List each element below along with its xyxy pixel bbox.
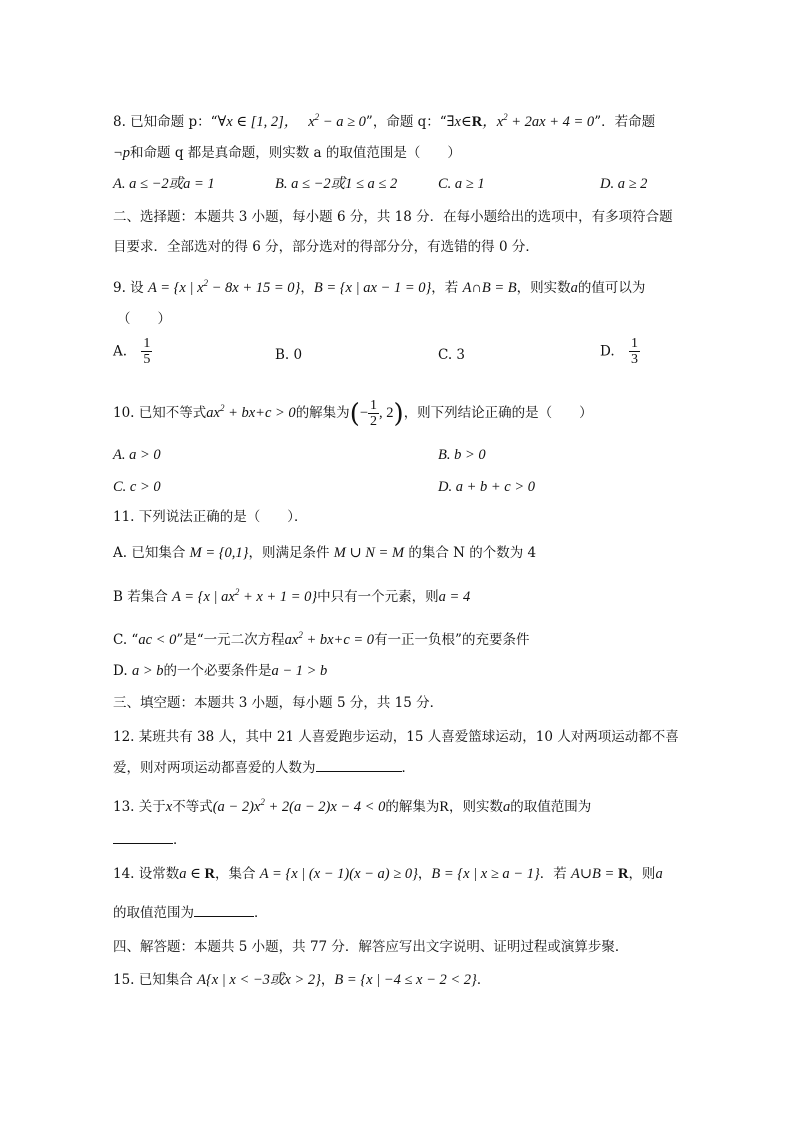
q8-stem-end: ”．若命题 [594, 114, 656, 130]
q11-option-c: C. “ac < 0”是“一元二次方程$ax^2 + bx+c = 0$有一正一负根”的充要条件 [113, 630, 530, 648]
q10-option-d: D. a + b + c > 0 [438, 479, 536, 495]
q9-option-c: C. 3 [438, 347, 466, 363]
q9-set-b: B = {x | ax − 1 = 0} [313, 280, 432, 296]
section-2-line-2: 目要求．全部选对的得 6 分，部分选对的得部分分，有选错的得 0 分． [113, 239, 539, 255]
section-4: 四、解答题：本题共 5 小题，共 77 分．解答应写出文字说明、证明过程或演算步聚． [113, 939, 629, 955]
q12-line-1: 12. 某班共有 38 人，其中 21 人喜爱跑步运动，15 人喜爱篮球运动，10 人对两项运动都不喜 [113, 729, 679, 745]
q8-option-b: B. a ≤ −2或1 ≤ a ≤ 2 [275, 176, 398, 192]
q9-paren: （ ） [117, 311, 171, 327]
q13-line-1: 13. 关于x不等式$(a - 2)x^2 + 2(a - 2)x - 4 < 0$的解集为R，则实数a的取值范围为 [113, 797, 592, 815]
q14-answer-blank[interactable] [194, 902, 254, 917]
q14-line-1: 14. 设常数a ∈ R，集合 A = {x | (x − 1)(x − a) ≥ 0}，B = {x | x ≥ a − 1}．若 A∪B = R，则a [113, 866, 663, 882]
q13-inequality: $(a - 2)x^2 + 2(a - 2)x - 4 < 0$ [212, 797, 386, 815]
q12-line-2: 爱，则对两项运动都喜爱的人数为 ． [113, 757, 415, 778]
q11-stem: 11. 下列说法正确的是（ ）． [113, 509, 308, 525]
q10-line: 10. 已知不等式$ax^2 + bx+c > 0$的解集为(− $\frac{1}{2}$ , 2)，则下列结论正确的是（ ） [113, 398, 593, 429]
q8-cond-p: ∀x ∈ [1, 2]， $x^2 - a \ge 0$ [217, 112, 366, 130]
q15-set-b: B = {x | −4 ≤ x − 2 < 2} [334, 972, 477, 988]
q11-option-d: D. a > b的一个必要条件是a − 1 > b [113, 663, 328, 679]
q13-line-2: ． [113, 829, 187, 850]
section-2-line-1: 二、选择题：本题共 3 小题，每小题 6 分，共 18 分．在每小题给出的选项中，有多项符合题 [113, 209, 673, 225]
q8-stem-text: 和命题 q 都是真命题，则实数 a 的取值范围是（ ） [130, 145, 461, 161]
q11-option-a: A. 已知集合 M = {0,1}，则满足条件 M ∪ N = M 的集合 N 的个数为 4 [113, 545, 537, 561]
q10-option-c: C. c > 0 [113, 479, 161, 495]
q8-cond-q: ∃x∈R，$x^2 + 2ax + 4 = 0$ [446, 112, 595, 130]
q10-inequality: $ax^2 + bx+c > 0$ [206, 403, 296, 421]
q12-answer-blank[interactable] [316, 757, 402, 772]
q8-stem-start: 8. 已知命题 p：“ [113, 114, 218, 130]
q8-option-c: C. a ≥ 1 [438, 176, 485, 192]
q13-answer-blank[interactable] [113, 829, 173, 844]
section-3: 三、填空题：本题共 3 小题，每小题 5 分，共 15 分． [113, 695, 444, 711]
q14-set-b: B = {x | x ≥ a − 1} [431, 866, 540, 882]
q8-option-d: D. a ≥ 2 [600, 176, 648, 192]
q9-line-1: 9. 设 A = {x | $x^2 - 8x + 15 = 0$}，B = {x | ax − 1 = 0}，若 A∩B = B，则实数a的值可以为 [113, 278, 646, 296]
q9-option-a: A. $\frac{1}{5}$ [113, 336, 151, 367]
q10-option-b: B. b > 0 [438, 447, 486, 463]
q9-option-b: B. 0 [275, 347, 303, 363]
q11-option-b: B 若集合 A = {x | $ax^2 + x + 1 = 0$}中只有一个元素，则a = 4 [113, 587, 471, 605]
q9-set-a: A = {x | $x^2 - 8x + 15 = 0$} [147, 278, 301, 296]
q10-option-a: A. a > 0 [113, 447, 161, 463]
q8-line-2 [113, 143, 461, 163]
q15-set-a: A{x | x < −3或x > 2} [197, 972, 321, 988]
q8-line-1 [113, 107, 655, 132]
q14-set-a: A = {x | (x − 1)(x − a) ≥ 0} [259, 866, 418, 882]
q9-option-d: D. $\frac{1}{3}$ [600, 336, 638, 367]
q9-condition: A∩B = B [462, 280, 517, 296]
q8-stem-mid: ”，命题 q：“ [365, 114, 447, 130]
q10-interval: (− $\frac{1}{2}$ , 2) [349, 398, 404, 429]
q14-line-2: 的取值范围为 ． [113, 902, 268, 923]
q8-option-a: A. a ≤ −2或a = 1 [113, 176, 215, 192]
q8-neg-p: ¬p [113, 145, 131, 161]
q15-line: 15. 已知集合 A{x | x < −3或x > 2}，B = {x | −4 ≤ x − 2 < 2}． [113, 972, 491, 988]
